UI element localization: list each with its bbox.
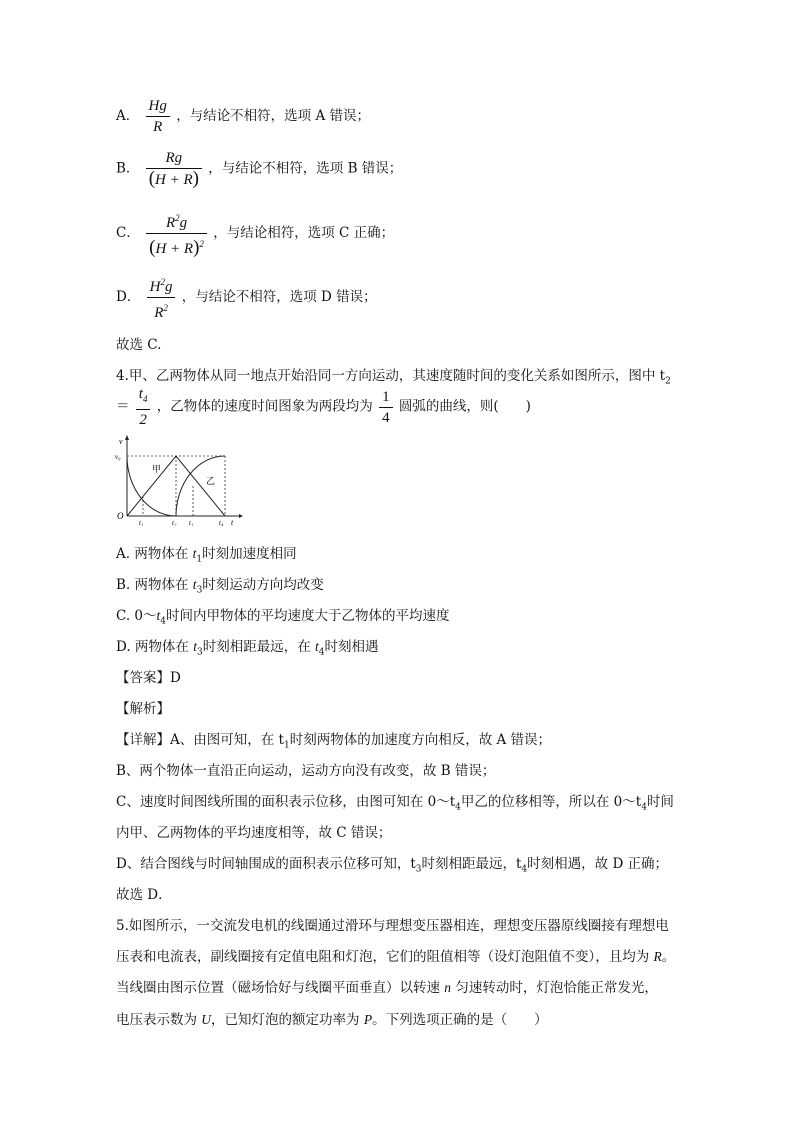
option-b: B． $\frac{Rg}{(H + R)}$ ，与结论不相符，选项 B 错误； xyxy=(116,150,403,189)
option-c: C． $\frac{R^2g}{(H + R)^2}$ ，与结论相符，选项 C 正确； xyxy=(116,208,394,259)
fraction: $\frac{R^2g}{(H + R)^2}$ xyxy=(146,208,207,259)
q4-line1: 4.甲、乙两物体从同一地点开始沿同一方向运动，其速度随时间的变化关系如图所示，图中 $t_2$ xyxy=(116,368,671,387)
t2-label: t₂ xyxy=(172,519,177,526)
answer: 【答案】D xyxy=(116,670,181,686)
yi-label: 乙 xyxy=(206,477,216,487)
q4-line2: ＝ $\frac{t_4}{2}$ ，乙物体的速度时间图象为两段均为 $\frac{1}{4}$ 圆弧的曲线，则( ) xyxy=(116,386,531,428)
velocity-time-graph xyxy=(113,434,243,526)
detail-line-5: D、结合图线与时间轴围成的面积表示位移可知，$t_3$时刻相距最远，$t_4$时刻相遇，故 D 正确； xyxy=(116,856,669,875)
detail-line-4: 内甲、乙两物体的平均速度相等，故 C 错误； xyxy=(116,825,392,841)
t4-label: t₄ xyxy=(219,519,224,526)
jia-label: 甲 xyxy=(152,465,162,475)
detail-line-1: 【详解】A、由图可知，在 $t_1$时刻两物体的加速度方向相反，故 A 错误； xyxy=(116,732,552,751)
v-label: v xyxy=(119,437,123,446)
origin-label: O xyxy=(117,511,124,521)
analysis-heading: 【解析】 xyxy=(116,701,170,717)
fraction: $\frac{Rg}{(H + R)}$ xyxy=(146,148,202,190)
choice-d: D. 两物体在 $t_3$时刻相距最远，在 $t_4$时刻相遇 xyxy=(116,639,379,658)
t-label: t xyxy=(231,518,234,526)
q5-line4: 电压表示数为 U，已知灯泡的额定功率为 P。下列选项正确的是（ ） xyxy=(116,1012,548,1028)
fraction: $\frac{Hg}{R}$ xyxy=(146,96,170,137)
choice-a: A. 两物体在 $t_1$时刻加速度相同 xyxy=(116,546,297,565)
fraction: $\frac{t_4}{2}$ xyxy=(136,384,151,430)
detail-line-6: 故选 D． xyxy=(116,887,172,903)
detail-line-3: C、速度时间图线所围的面积表示位移，由图可知在 $0\sim t_4$甲乙的位移相等，所以在 $0\sim t_4$时间 xyxy=(116,794,674,813)
option-d: D． $\frac{H^2g}{R^2}$ ，与结论不相符，选项 D 错误； xyxy=(116,272,377,323)
detail-line-2: B、两个物体一直沿正向运动，运动方向没有改变，故 B 错误； xyxy=(116,763,496,779)
v0-label: v₀ xyxy=(115,453,121,461)
conclusion: 故选 C. xyxy=(116,337,162,353)
fraction: $\frac{H^2g}{R^2}$ xyxy=(147,272,176,323)
q5-line3: 当线圈由图示位置（磁场恰好与线圈平面垂直）以转速 n 匀速转动时，灯泡恰能正常发光， xyxy=(116,980,658,996)
choice-b: B. 两物体在 $t_3$时刻运动方向均改变 xyxy=(116,577,324,596)
choice-c: C. $0\sim t_4$时间内甲物体的平均速度大于乙物体的平均速度 xyxy=(116,608,450,627)
t1-label: t₁ xyxy=(139,519,144,526)
q5-line2: 压表和电流表，副线圈接有定值电阻和灯泡，它们的阻值相等（设灯泡阻值不变），且均为 R。 xyxy=(116,949,676,965)
fraction: $\frac{1}{4}$ xyxy=(379,387,393,428)
q5-line1: 5.如图所示，一交流发电机的线圈通过滑环与理想变压器相连，理想变压器原线圈接有理想电 xyxy=(116,918,669,934)
option-a: A． $\frac{Hg}{R}$ ，与结论不相符，选项 A 错误； xyxy=(116,98,371,135)
t3-label: t₃ xyxy=(189,519,194,526)
